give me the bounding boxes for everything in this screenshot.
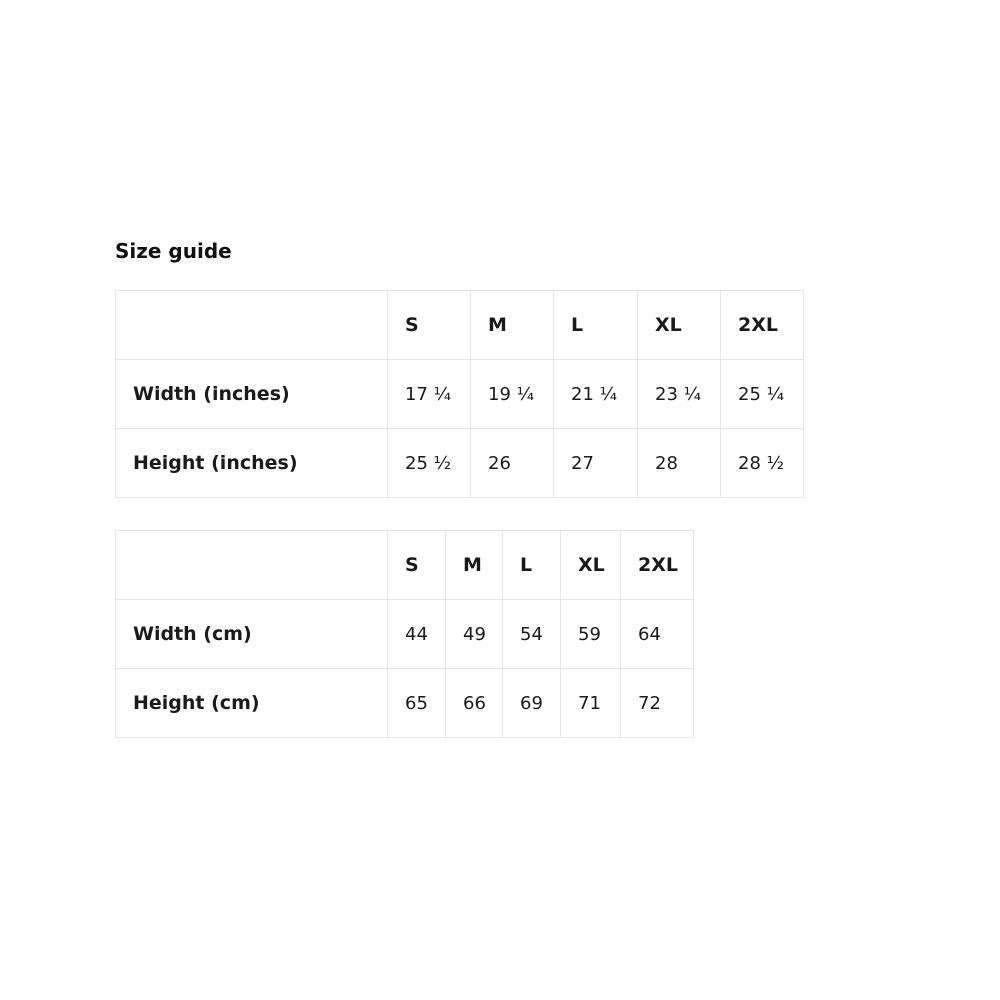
size-header-s: S (388, 531, 446, 600)
width-inches-row (116, 360, 804, 429)
value-cell: 25 ½ (388, 429, 471, 498)
width-cm-row (116, 600, 694, 669)
value-cell: 69 (503, 669, 561, 738)
size-table-inches-header-row (116, 291, 804, 360)
value-cell: 54 (503, 600, 561, 669)
value-cell: 28 (638, 429, 721, 498)
size-header-s: S (388, 291, 471, 360)
value-cell: 26 (471, 429, 554, 498)
value-cell: 72 (621, 669, 694, 738)
corner-cell (116, 291, 388, 360)
row-label-width-inches: Width (inches) (116, 360, 388, 429)
value-cell: 19 ¼ (471, 360, 554, 429)
value-cell: 28 ½ (721, 429, 804, 498)
value-cell: 44 (388, 600, 446, 669)
size-header-l: L (503, 531, 561, 600)
size-header-2xl: 2XL (721, 291, 804, 360)
value-cell: 65 (388, 669, 446, 738)
size-header-xl: XL (561, 531, 621, 600)
size-header-xl: XL (638, 291, 721, 360)
value-cell: 27 (554, 429, 638, 498)
size-guide-heading: Size guide (115, 239, 232, 263)
value-cell: 59 (561, 600, 621, 669)
value-cell: 25 ¼ (721, 360, 804, 429)
size-table-cm-header-row (116, 531, 694, 600)
row-label-height-cm: Height (cm) (116, 669, 388, 738)
row-label-width-cm: Width (cm) (116, 600, 388, 669)
size-header-m: M (446, 531, 503, 600)
row-label-height-inches: Height (inches) (116, 429, 388, 498)
size-guide-section (115, 239, 804, 738)
value-cell: 17 ¼ (388, 360, 471, 429)
value-cell: 71 (561, 669, 621, 738)
value-cell: 21 ¼ (554, 360, 638, 429)
size-header-l: L (554, 291, 638, 360)
value-cell: 49 (446, 600, 503, 669)
size-table-cm (115, 530, 694, 738)
value-cell: 64 (621, 600, 694, 669)
height-cm-row (116, 669, 694, 738)
value-cell: 66 (446, 669, 503, 738)
size-header-2xl: 2XL (621, 531, 694, 600)
height-inches-row (116, 429, 804, 498)
value-cell: 23 ¼ (638, 360, 721, 429)
size-table-inches (115, 290, 804, 498)
corner-cell (116, 531, 388, 600)
size-header-m: M (471, 291, 554, 360)
